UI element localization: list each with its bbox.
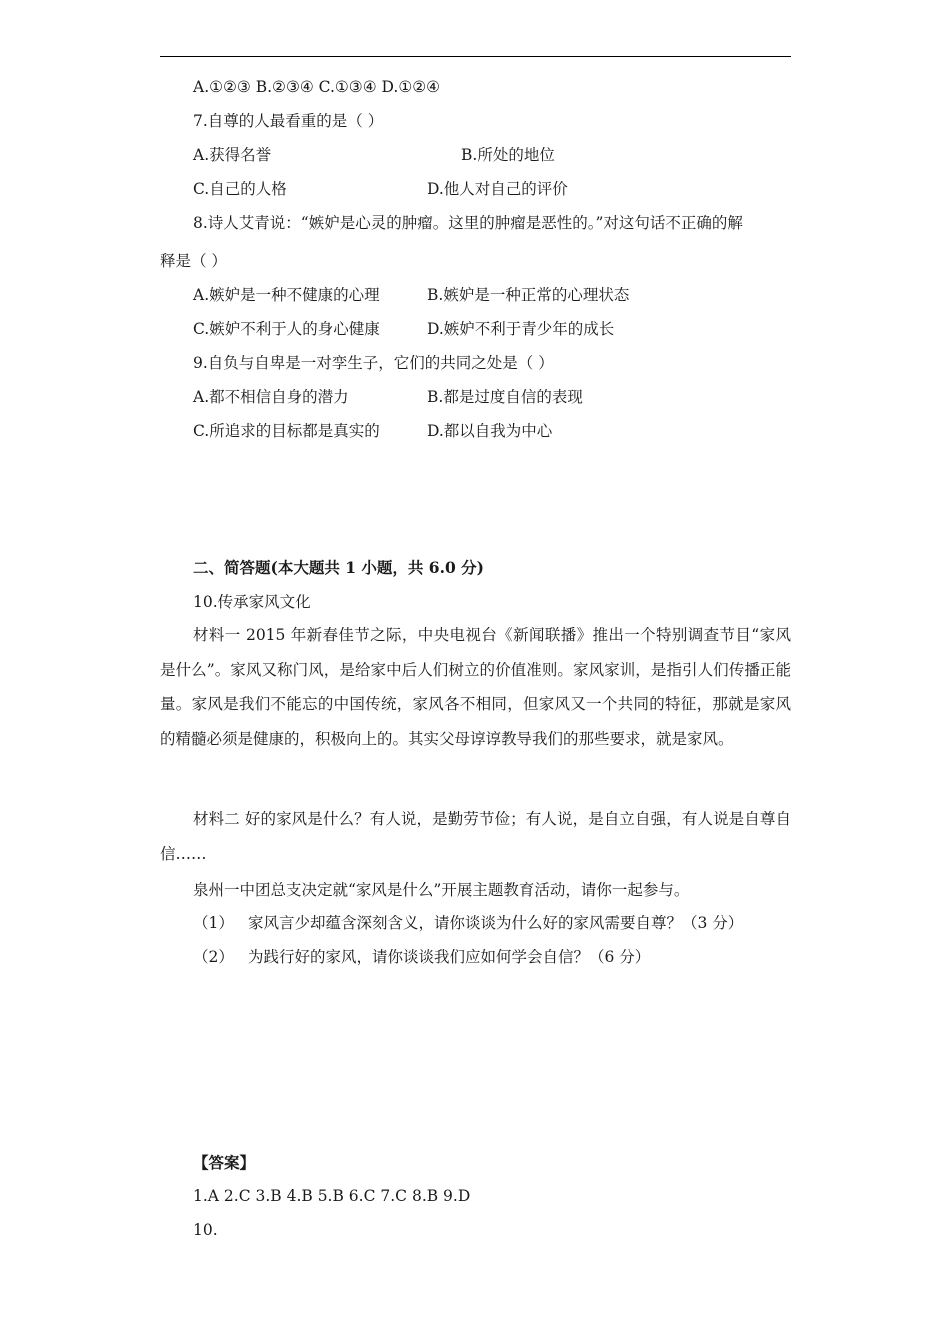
sub-question-1-text: 家风言少却蕴含深刻含义，请你谈谈为什么好的家风需要自尊？（3 分）	[248, 914, 744, 932]
q7-option-a: A.获得名誉	[193, 146, 272, 164]
task-statement: 泉州一中团总支决定就“家风是什么”开展主题教育活动，请你一起参与。	[193, 881, 690, 899]
q8-option-c: C.嫉妒不利于人的身心健康	[193, 320, 380, 338]
material2-paragraph: 材料二 好的家风是什么？有人说，是勤劳节俭；有人说，是自立自强，有人说是自尊自信……	[160, 810, 791, 863]
q9-stem: 9.自负与自卑是一对孪生子，它们的共同之处是（ ）	[193, 354, 554, 372]
q7-option-b: B.所处的地位	[461, 146, 555, 164]
q8-option-d: D.嫉妒不利于青少年的成长	[427, 320, 615, 338]
material1-paragraph: 材料一 2015 年新春佳节之际，中央电视台《新闻联播》推出一个特别调查节目“家风是什么”。家风又称门风，是给家中后人们树立的价值准则。家风家训，是指引人们传播正能量。家风是我们不能忘的中国传统，家风各不相同，但家风又一个共同的特征，那就是家风的精髓必须是健康的，积极向上的。其实父母谆谆教导我们的那些要求，就是家风。	[160, 626, 791, 748]
q9-option-a: A.都不相信自身的潜力	[193, 388, 349, 406]
q8-stem-line2: 释是（ ）	[160, 252, 227, 270]
q8-stem-line1: 8.诗人艾青说：“嫉妒是心灵的肿瘤。这里的肿瘤是恶性的。”对这句话不正确的解	[193, 214, 743, 232]
q9-option-d: D.都以自我为中心	[427, 422, 553, 440]
sub-question-2	[193, 947, 650, 967]
section2-heading: 二、简答题(本大题共 1 小题，共 6.0 分)	[193, 558, 485, 577]
q8-option-b: B.嫉妒是一种正常的心理状态	[427, 286, 630, 304]
answer-q10: 10.	[193, 1221, 218, 1239]
q10-title: 10.传承家风文化	[193, 593, 311, 611]
sub-question-1-number: （1）	[193, 914, 234, 932]
sub-question-2-number: （2）	[193, 948, 234, 966]
sub-question-2-text: 为践行好的家风，请你谈谈我们应如何学会自信？（6 分）	[248, 948, 651, 966]
q9-option-b: B.都是过度自信的表现	[427, 388, 583, 406]
q6-options: A.①②③ B.②③④ C.①③④ D.①②④	[193, 78, 441, 96]
q7-option-c: C.自己的人格	[193, 180, 287, 198]
answer-heading: 【答案】	[193, 1153, 256, 1172]
header-rule	[160, 56, 791, 57]
q7-option-d: D.他人对自己的评价	[427, 180, 568, 198]
q9-option-c: C.所追求的目标都是真实的	[193, 422, 380, 440]
answer-list: 1.A 2.C 3.B 4.B 5.B 6.C 7.C 8.B 9.D	[193, 1187, 471, 1205]
q7-stem: 7.自尊的人最看重的是（ ）	[193, 112, 384, 130]
q8-option-a: A.嫉妒是一种不健康的心理	[193, 286, 380, 304]
sub-question-1	[193, 913, 743, 933]
